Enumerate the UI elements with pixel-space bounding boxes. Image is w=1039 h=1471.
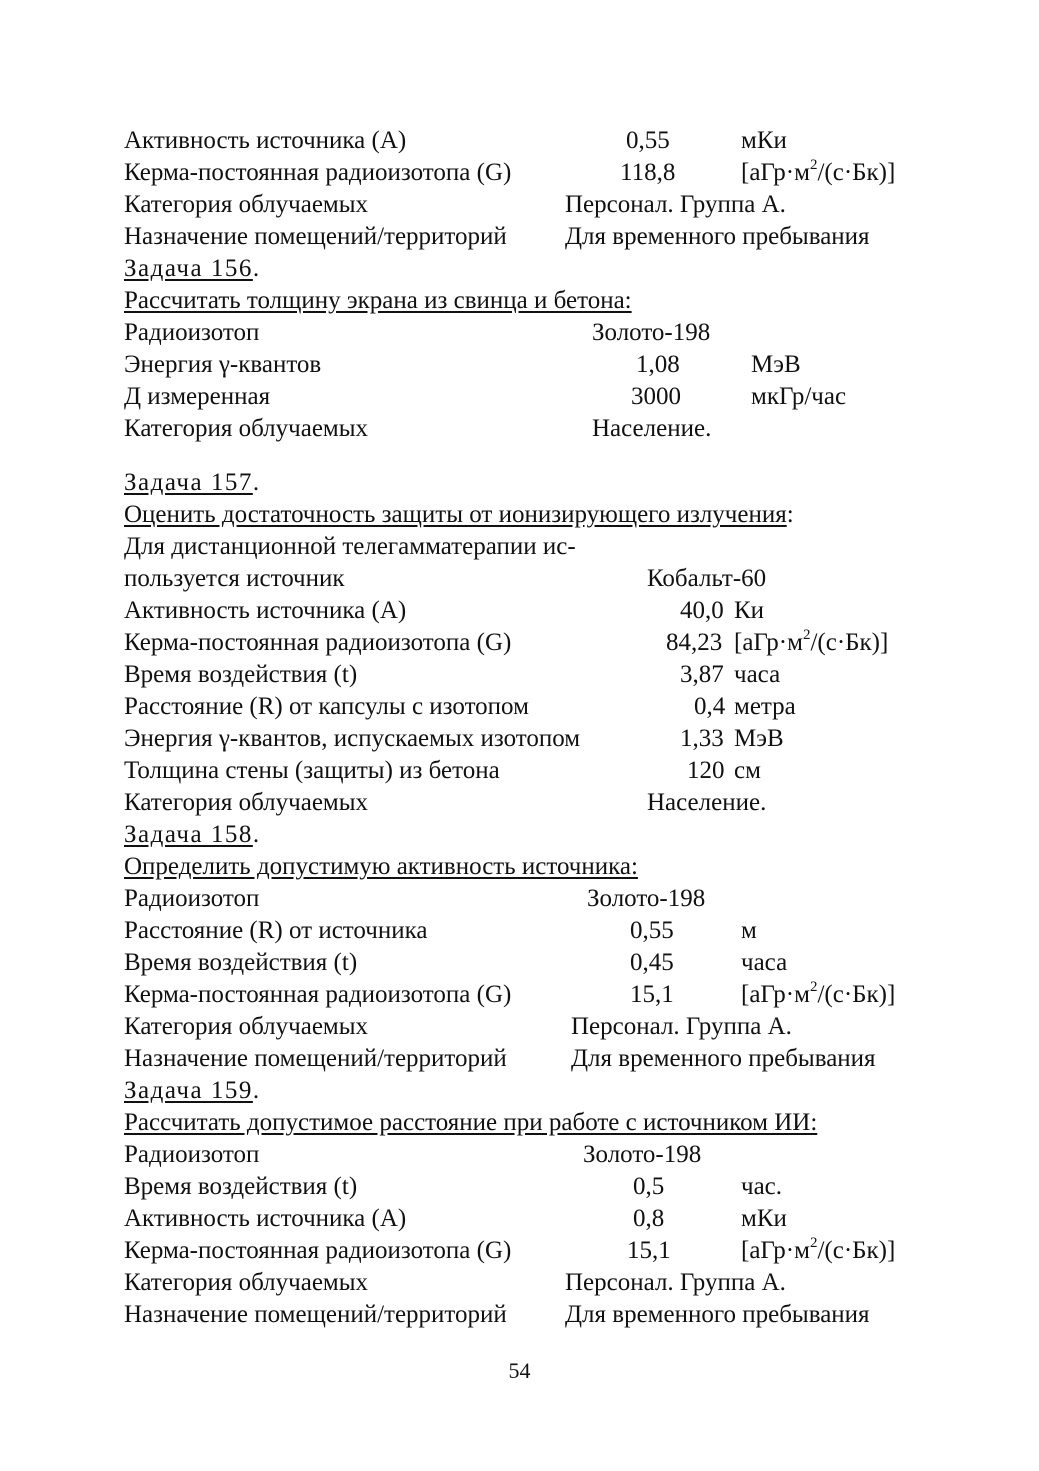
row-unit: метра bbox=[734, 693, 796, 720]
row-value: 3,87 bbox=[680, 661, 724, 688]
row-label: Керма-постоянная радиоизотопа (G) bbox=[124, 159, 512, 186]
row-unit: $[аГр\cdot м^2/(с\cdot Бк)]$ bbox=[741, 1234, 896, 1264]
row-value: Персонал. Группа А. bbox=[571, 1013, 792, 1040]
row-label: Керма-постоянная радиоизотопа (G) bbox=[124, 1237, 512, 1264]
row-unit: мкГр/час bbox=[751, 383, 847, 410]
row-unit: час. bbox=[741, 1173, 783, 1200]
row-label: Д измеренная bbox=[124, 383, 271, 410]
row-label: Назначение помещений/территорий bbox=[124, 1301, 507, 1328]
row-value: 15,1 bbox=[630, 981, 674, 1008]
task-statement: Рассчитать толщину экрана из свинца и бетона: bbox=[124, 287, 632, 314]
row-label: Категория облучаемых bbox=[124, 191, 369, 218]
row-label: Расстояние (R) от источника bbox=[124, 917, 428, 944]
row-label: Радиоизотоп bbox=[124, 1141, 260, 1168]
row-value: 0,8 bbox=[633, 1205, 665, 1232]
row-label: Радиоизотоп bbox=[124, 319, 260, 346]
row-label: Время воздействия (t) bbox=[124, 661, 358, 688]
task-statement: Оценить достаточность защиты от ионизирующего излучения: bbox=[124, 501, 794, 528]
row-label: Толщина стены (защиты) из бетона bbox=[124, 757, 500, 784]
row-label: Время воздействия (t) bbox=[124, 949, 358, 976]
row-unit: Ки bbox=[734, 597, 765, 624]
row-value: Золото-198 bbox=[592, 319, 711, 346]
text-line: Для дистанционной телегамматерапии ис- bbox=[124, 533, 576, 560]
row-value: Для временного пребывания bbox=[565, 1301, 870, 1328]
row-label: Назначение помещений/территорий bbox=[124, 1045, 507, 1072]
task-statement: Определить допустимую активность источника: bbox=[124, 853, 638, 880]
row-value: 1,33 bbox=[680, 725, 724, 752]
row-value: 40,0 bbox=[680, 597, 724, 624]
row-unit: МэВ bbox=[751, 351, 801, 378]
row-label: Активность источника (А) bbox=[124, 1205, 407, 1232]
row-label: Время воздействия (t) bbox=[124, 1173, 358, 1200]
row-label: Назначение помещений/территорий bbox=[124, 223, 507, 250]
row-unit: $[аГр\cdot м^2/(с\cdot Бк)]$ bbox=[741, 156, 896, 186]
row-unit: мКи bbox=[741, 127, 787, 154]
task-heading: Задача 157. bbox=[124, 469, 260, 496]
row-label: Категория облучаемых bbox=[124, 1013, 369, 1040]
row-value: Золото-198 bbox=[583, 1141, 702, 1168]
row-value: 84,23 bbox=[666, 629, 723, 656]
row-label: Активность источника (А) bbox=[124, 127, 407, 154]
row-value: 0,45 bbox=[630, 949, 674, 976]
row-value: Золото-198 bbox=[587, 885, 706, 912]
row-label: Керма-постоянная радиоизотопа (G) bbox=[124, 629, 512, 656]
row-label: пользуется источник bbox=[124, 565, 345, 592]
row-label: Категория облучаемых bbox=[124, 1269, 369, 1296]
task-statement: Рассчитать допустимое расстояние при работе с источником ИИ: bbox=[124, 1109, 818, 1136]
row-label: Энергия γ-квантов, испускаемых изотопом bbox=[124, 725, 581, 752]
row-label: Категория облучаемых bbox=[124, 415, 369, 442]
row-value: 0,55 bbox=[630, 917, 674, 944]
row-value: Население. bbox=[592, 415, 712, 442]
row-value: 15,1 bbox=[627, 1237, 671, 1264]
row-value: 1,08 bbox=[636, 351, 680, 378]
row-value: Кобальт-60 bbox=[647, 565, 767, 592]
row-label: Керма-постоянная радиоизотопа (G) bbox=[124, 981, 512, 1008]
row-unit: МэВ bbox=[734, 725, 784, 752]
row-value: Персонал. Группа А. bbox=[565, 191, 786, 218]
row-value: 0,5 bbox=[633, 1173, 665, 1200]
row-unit: $[аГр\cdot м^2/(с\cdot Бк)]$ bbox=[741, 978, 896, 1008]
row-value: 3000 bbox=[631, 383, 681, 410]
task-heading: Задача 159. bbox=[124, 1077, 260, 1104]
row-label: Энергия γ-квантов bbox=[124, 351, 322, 378]
row-label: Категория облучаемых bbox=[124, 789, 369, 816]
row-value: 120 bbox=[687, 757, 725, 784]
row-unit: мКи bbox=[741, 1205, 787, 1232]
row-label: Активность источника (А) bbox=[124, 597, 407, 624]
row-label: Расстояние (R) от капсулы с изотопом bbox=[124, 693, 529, 720]
row-value: Для временного пребывания bbox=[565, 223, 870, 250]
row-unit: м bbox=[741, 917, 757, 944]
row-unit: часа bbox=[741, 949, 788, 976]
row-unit: см bbox=[734, 757, 761, 784]
page-number: 54 bbox=[508, 1358, 531, 1383]
row-value: 0,4 bbox=[694, 693, 726, 720]
row-value: 0,55 bbox=[626, 127, 670, 154]
row-value: Персонал. Группа А. bbox=[565, 1269, 786, 1296]
task-heading: Задача 156. bbox=[124, 255, 260, 282]
row-value: Для временного пребывания bbox=[571, 1045, 876, 1072]
row-label: Радиоизотоп bbox=[124, 885, 260, 912]
row-unit: $[аГр\cdot м^2/(с\cdot Бк)]$ bbox=[734, 626, 889, 656]
task-heading: Задача 158. bbox=[124, 821, 260, 848]
row-unit: часа bbox=[734, 661, 781, 688]
row-value: 118,8 bbox=[620, 159, 676, 186]
row-value: Население. bbox=[647, 789, 767, 816]
